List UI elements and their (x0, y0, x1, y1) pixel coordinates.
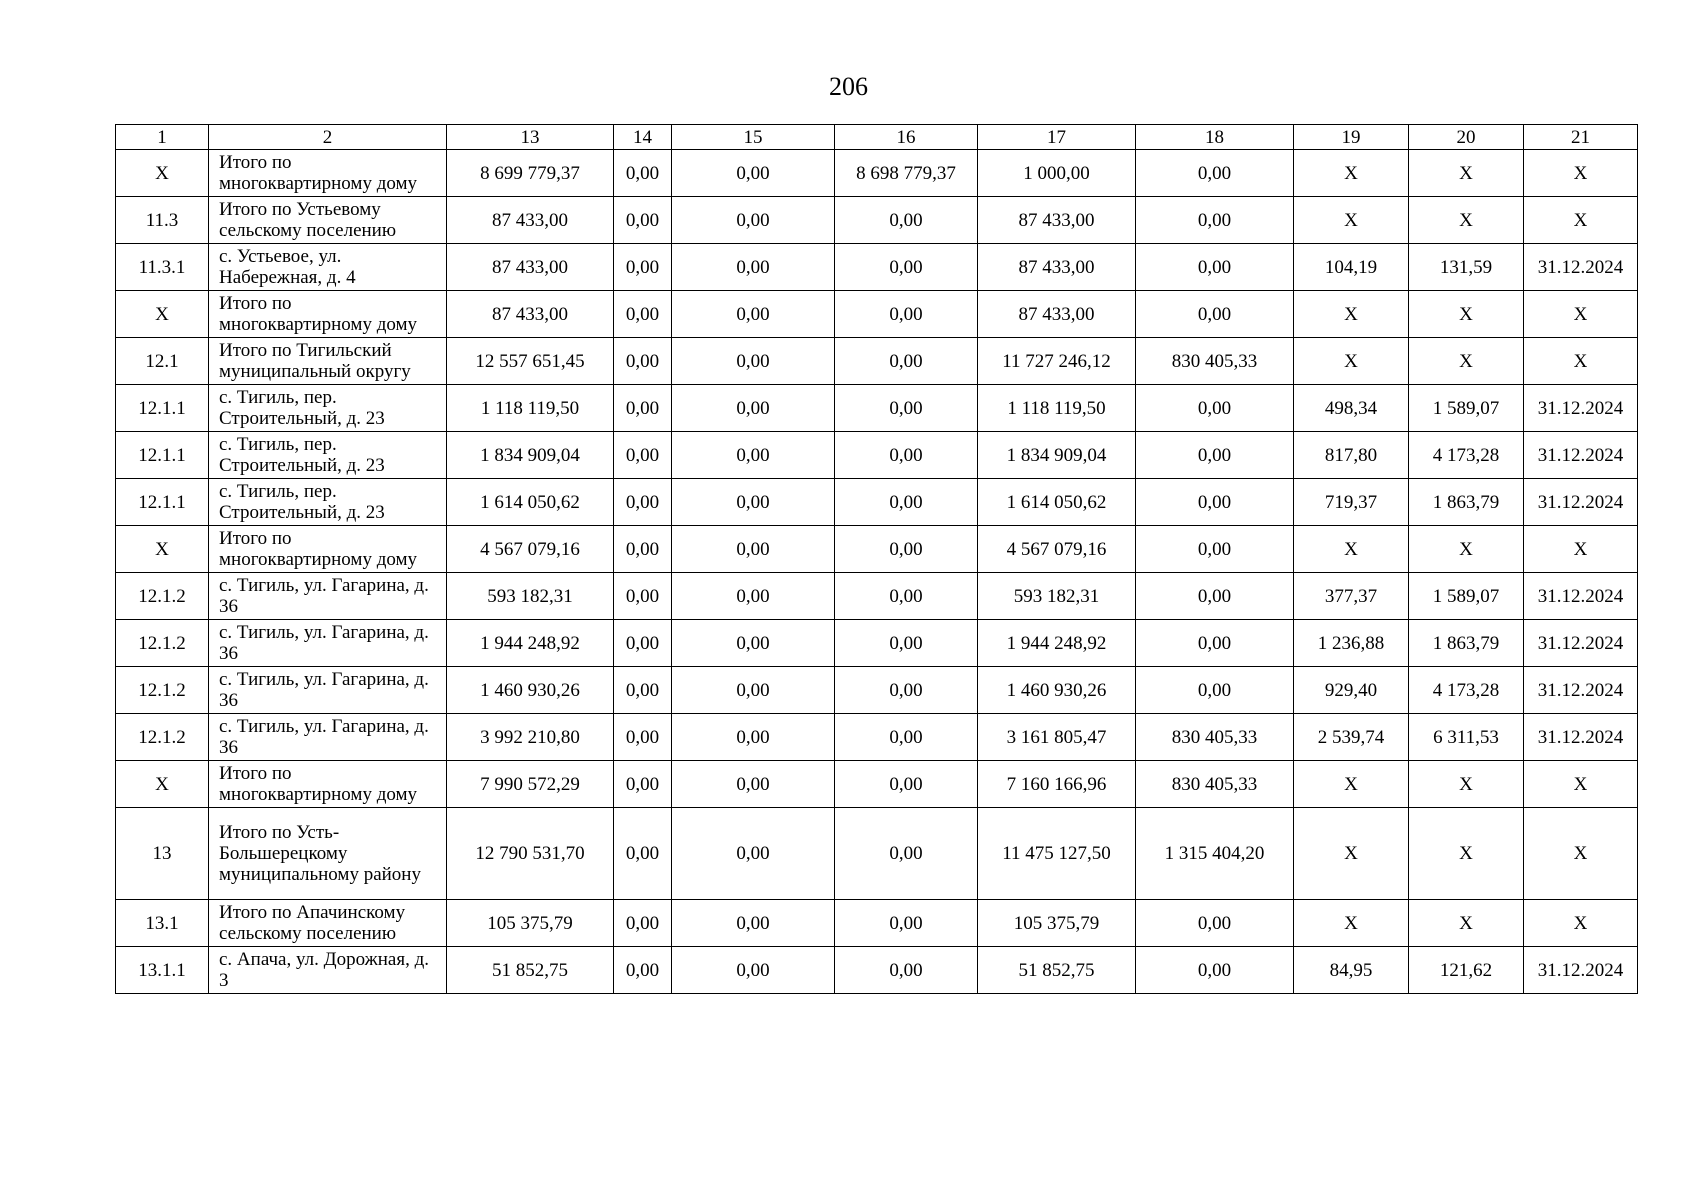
data-table (115, 124, 1638, 994)
table-cell: 11 475 127,50 (978, 808, 1136, 900)
table-row (116, 197, 1638, 244)
table-row (116, 761, 1638, 808)
column-header: 16 (835, 125, 978, 150)
table-cell: 11.3 (116, 197, 209, 244)
table-cell: 105 375,79 (978, 900, 1136, 947)
table-cell: 0,00 (835, 244, 978, 291)
table-cell: 593 182,31 (447, 573, 614, 620)
table-row (116, 808, 1638, 900)
table-cell: X (1294, 808, 1409, 900)
table-cell: 7 160 166,96 (978, 761, 1136, 808)
table-cell: 11 727 246,12 (978, 338, 1136, 385)
table-cell: 0,00 (672, 385, 835, 432)
table-cell: X (1409, 150, 1524, 197)
table-cell: 31.12.2024 (1524, 479, 1638, 526)
table-cell: 131,59 (1409, 244, 1524, 291)
table-cell: с. Тигиль, пер. Строительный, д. 23 (209, 432, 447, 479)
table-cell: 0,00 (1136, 291, 1294, 338)
table-cell: 8 698 779,37 (835, 150, 978, 197)
table-row (116, 947, 1638, 994)
table-cell: с. Тигиль, ул. Гагарина, д. 36 (209, 620, 447, 667)
table-cell: 0,00 (614, 808, 672, 900)
table-cell: 830 405,33 (1136, 338, 1294, 385)
table-cell: Итого по многоквартирному дому (209, 291, 447, 338)
table-cell: Итого по Устьевому сельскому поселению (209, 197, 447, 244)
column-header: 20 (1409, 125, 1524, 150)
table-cell: Итого по Усть-Большерецкому муниципальному району (209, 808, 447, 900)
table-cell: 0,00 (835, 479, 978, 526)
table-cell: 31.12.2024 (1524, 573, 1638, 620)
table-header-row (116, 125, 1638, 150)
table-cell: 3 161 805,47 (978, 714, 1136, 761)
table-cell: 0,00 (672, 432, 835, 479)
table-cell: X (1524, 526, 1638, 573)
table-cell: 87 433,00 (978, 291, 1136, 338)
page-number: 206 (829, 72, 868, 101)
table-cell: 7 990 572,29 (447, 761, 614, 808)
table-cell: Итого по многоквартирному дому (209, 150, 447, 197)
table-row (116, 291, 1638, 338)
table-cell: 0,00 (1136, 947, 1294, 994)
table-cell: 84,95 (1294, 947, 1409, 994)
table-cell: 1 315 404,20 (1136, 808, 1294, 900)
table-cell: 12.1.1 (116, 479, 209, 526)
table-cell: X (1524, 150, 1638, 197)
table-cell: с. Тигиль, пер. Строительный, д. 23 (209, 479, 447, 526)
table-cell: 0,00 (614, 526, 672, 573)
table-cell: 31.12.2024 (1524, 947, 1638, 994)
table-cell: с. Тигиль, ул. Гагарина, д. 36 (209, 573, 447, 620)
column-header: 17 (978, 125, 1136, 150)
table-cell: 0,00 (672, 667, 835, 714)
table-row (116, 338, 1638, 385)
table-cell: 121,62 (1409, 947, 1524, 994)
table-cell: 0,00 (1136, 667, 1294, 714)
table-cell: 1 000,00 (978, 150, 1136, 197)
table-cell: 87 433,00 (447, 244, 614, 291)
table-cell: 0,00 (614, 244, 672, 291)
table-cell: 87 433,00 (978, 244, 1136, 291)
table-cell: X (1524, 900, 1638, 947)
table-cell: 0,00 (672, 714, 835, 761)
table-cell: X (1524, 761, 1638, 808)
table-cell: 0,00 (614, 291, 672, 338)
column-header: 1 (116, 125, 209, 150)
table-cell: 11.3.1 (116, 244, 209, 291)
table-cell: 0,00 (835, 761, 978, 808)
table-cell: 0,00 (1136, 432, 1294, 479)
table-cell: 0,00 (835, 947, 978, 994)
table-row (116, 244, 1638, 291)
table-cell: 0,00 (835, 197, 978, 244)
table-cell: 0,00 (614, 947, 672, 994)
table-cell: X (1294, 338, 1409, 385)
table-cell: 0,00 (614, 385, 672, 432)
table-cell: 929,40 (1294, 667, 1409, 714)
table-cell: 498,34 (1294, 385, 1409, 432)
table-cell: 1 614 050,62 (447, 479, 614, 526)
table-cell: 1 236,88 (1294, 620, 1409, 667)
table-cell: X (1409, 197, 1524, 244)
table-cell: 0,00 (614, 338, 672, 385)
table-cell: 1 834 909,04 (978, 432, 1136, 479)
table-cell: с. Тигиль, пер. Строительный, д. 23 (209, 385, 447, 432)
table-cell: 31.12.2024 (1524, 667, 1638, 714)
table-cell: 0,00 (835, 526, 978, 573)
table-cell: 51 852,75 (447, 947, 614, 994)
table-cell: Итого по многоквартирному дому (209, 526, 447, 573)
table-cell: X (1409, 338, 1524, 385)
column-header: 13 (447, 125, 614, 150)
table-cell: 593 182,31 (978, 573, 1136, 620)
table-cell: 0,00 (1136, 385, 1294, 432)
table-cell: 13.1 (116, 900, 209, 947)
table-cell: 0,00 (835, 573, 978, 620)
table-cell: 31.12.2024 (1524, 620, 1638, 667)
column-header: 19 (1294, 125, 1409, 150)
table-cell: 0,00 (1136, 573, 1294, 620)
table-cell: 0,00 (614, 479, 672, 526)
table-cell: 0,00 (672, 761, 835, 808)
column-header: 15 (672, 125, 835, 150)
table-cell: 12.1.1 (116, 432, 209, 479)
table-cell: X (1409, 526, 1524, 573)
table-cell: 12.1.2 (116, 667, 209, 714)
table-cell: 31.12.2024 (1524, 432, 1638, 479)
table-row (116, 667, 1638, 714)
table-cell: 0,00 (672, 338, 835, 385)
table-cell: 87 433,00 (447, 291, 614, 338)
table-cell: 13 (116, 808, 209, 900)
table-cell: 12.1.2 (116, 714, 209, 761)
table-cell: 0,00 (672, 620, 835, 667)
table-row (116, 150, 1638, 197)
table-cell: 0,00 (1136, 479, 1294, 526)
table-cell: X (1409, 761, 1524, 808)
table-cell: X (1524, 338, 1638, 385)
table-cell: 2 539,74 (1294, 714, 1409, 761)
table-cell: 0,00 (672, 808, 835, 900)
table-cell: X (1294, 150, 1409, 197)
column-header: 21 (1524, 125, 1638, 150)
table-cell: Итого по Апачинскому сельскому поселению (209, 900, 447, 947)
table-cell: 0,00 (1136, 900, 1294, 947)
table-cell: 0,00 (672, 197, 835, 244)
table-cell: 87 433,00 (447, 197, 614, 244)
table-cell: с. Апача, ул. Дорожная, д. 3 (209, 947, 447, 994)
table-cell: 1 460 930,26 (447, 667, 614, 714)
table-cell: 1 118 119,50 (978, 385, 1136, 432)
table-cell: 0,00 (614, 432, 672, 479)
table-cell: 0,00 (835, 291, 978, 338)
table-cell: 12.1 (116, 338, 209, 385)
table-cell: 0,00 (672, 573, 835, 620)
table-cell: 0,00 (1136, 244, 1294, 291)
table-cell: 830 405,33 (1136, 761, 1294, 808)
table-cell: 4 567 079,16 (447, 526, 614, 573)
table-cell: 1 944 248,92 (447, 620, 614, 667)
table-cell: 830 405,33 (1136, 714, 1294, 761)
table-cell: 0,00 (672, 150, 835, 197)
table-cell: 0,00 (835, 385, 978, 432)
table-cell: 1 834 909,04 (447, 432, 614, 479)
table-row (116, 714, 1638, 761)
column-header: 2 (209, 125, 447, 150)
table-cell: 0,00 (672, 244, 835, 291)
table-cell: 13.1.1 (116, 947, 209, 994)
table-row (116, 620, 1638, 667)
table-cell: 0,00 (835, 714, 978, 761)
table-cell: 1 614 050,62 (978, 479, 1136, 526)
table-cell: 0,00 (672, 291, 835, 338)
table-cell: X (116, 526, 209, 573)
table-cell: 0,00 (614, 150, 672, 197)
table-cell: 0,00 (614, 573, 672, 620)
table-cell: 51 852,75 (978, 947, 1136, 994)
table-cell: 12.1.1 (116, 385, 209, 432)
table-cell: 8 699 779,37 (447, 150, 614, 197)
table-cell: с. Устьевое, ул. Набережная, д. 4 (209, 244, 447, 291)
table-cell: 87 433,00 (978, 197, 1136, 244)
column-header: 18 (1136, 125, 1294, 150)
table-cell: X (1409, 291, 1524, 338)
table-cell: 0,00 (614, 620, 672, 667)
table-cell: X (1294, 761, 1409, 808)
table-cell: 1 589,07 (1409, 385, 1524, 432)
table-cell: X (116, 150, 209, 197)
table-row (116, 573, 1638, 620)
table-cell: Итого по Тигильский муниципальный округу (209, 338, 447, 385)
table-cell: X (116, 761, 209, 808)
table-cell: 0,00 (835, 338, 978, 385)
table-cell: X (1294, 900, 1409, 947)
table-cell: 377,37 (1294, 573, 1409, 620)
column-header: 14 (614, 125, 672, 150)
table-cell: X (1409, 900, 1524, 947)
table-cell: 4 173,28 (1409, 667, 1524, 714)
table-cell: Итого по многоквартирному дому (209, 761, 447, 808)
table-cell: 12.1.2 (116, 573, 209, 620)
table-cell: 1 118 119,50 (447, 385, 614, 432)
table-cell: X (116, 291, 209, 338)
table-cell: X (1409, 808, 1524, 900)
table-cell: X (1294, 197, 1409, 244)
table-cell: 4 567 079,16 (978, 526, 1136, 573)
table-cell: 12 790 531,70 (447, 808, 614, 900)
table-cell: 1 460 930,26 (978, 667, 1136, 714)
table-cell: 0,00 (614, 197, 672, 244)
table-row (116, 385, 1638, 432)
table-cell: 105 375,79 (447, 900, 614, 947)
table-cell: 0,00 (1136, 620, 1294, 667)
table-cell: 0,00 (835, 808, 978, 900)
table-cell: 0,00 (672, 900, 835, 947)
table-row (116, 900, 1638, 947)
table-cell: X (1524, 808, 1638, 900)
table-cell: 104,19 (1294, 244, 1409, 291)
table-cell: с. Тигиль, ул. Гагарина, д. 36 (209, 667, 447, 714)
table-cell: 0,00 (614, 900, 672, 947)
table-cell: 31.12.2024 (1524, 385, 1638, 432)
table-cell: 0,00 (835, 667, 978, 714)
table-cell: 0,00 (672, 479, 835, 526)
table-cell: X (1294, 291, 1409, 338)
table-cell: 0,00 (614, 714, 672, 761)
table-row (116, 479, 1638, 526)
table-cell: 1 863,79 (1409, 620, 1524, 667)
table-row (116, 432, 1638, 479)
table-cell: X (1524, 197, 1638, 244)
table-cell: 4 173,28 (1409, 432, 1524, 479)
table-cell: 0,00 (835, 432, 978, 479)
table-cell: 0,00 (672, 526, 835, 573)
table-cell: 31.12.2024 (1524, 244, 1638, 291)
table-cell: 1 589,07 (1409, 573, 1524, 620)
table-cell: 0,00 (1136, 526, 1294, 573)
table-cell: 0,00 (1136, 197, 1294, 244)
table-cell: 0,00 (1136, 150, 1294, 197)
table-cell: 12.1.2 (116, 620, 209, 667)
table-cell: 3 992 210,80 (447, 714, 614, 761)
table-cell: 1 944 248,92 (978, 620, 1136, 667)
table-cell: 12 557 651,45 (447, 338, 614, 385)
table-cell: 0,00 (835, 620, 978, 667)
table-cell: 1 863,79 (1409, 479, 1524, 526)
table-cell: 817,80 (1294, 432, 1409, 479)
table-cell: 0,00 (614, 761, 672, 808)
table-cell: с. Тигиль, ул. Гагарина, д. 36 (209, 714, 447, 761)
table-cell: 6 311,53 (1409, 714, 1524, 761)
table-cell: 0,00 (614, 667, 672, 714)
table-cell: X (1294, 526, 1409, 573)
table-cell: 719,37 (1294, 479, 1409, 526)
table-cell: X (1524, 291, 1638, 338)
table-row (116, 526, 1638, 573)
table-cell: 31.12.2024 (1524, 714, 1638, 761)
table-cell: 0,00 (835, 900, 978, 947)
table-cell: 0,00 (672, 947, 835, 994)
